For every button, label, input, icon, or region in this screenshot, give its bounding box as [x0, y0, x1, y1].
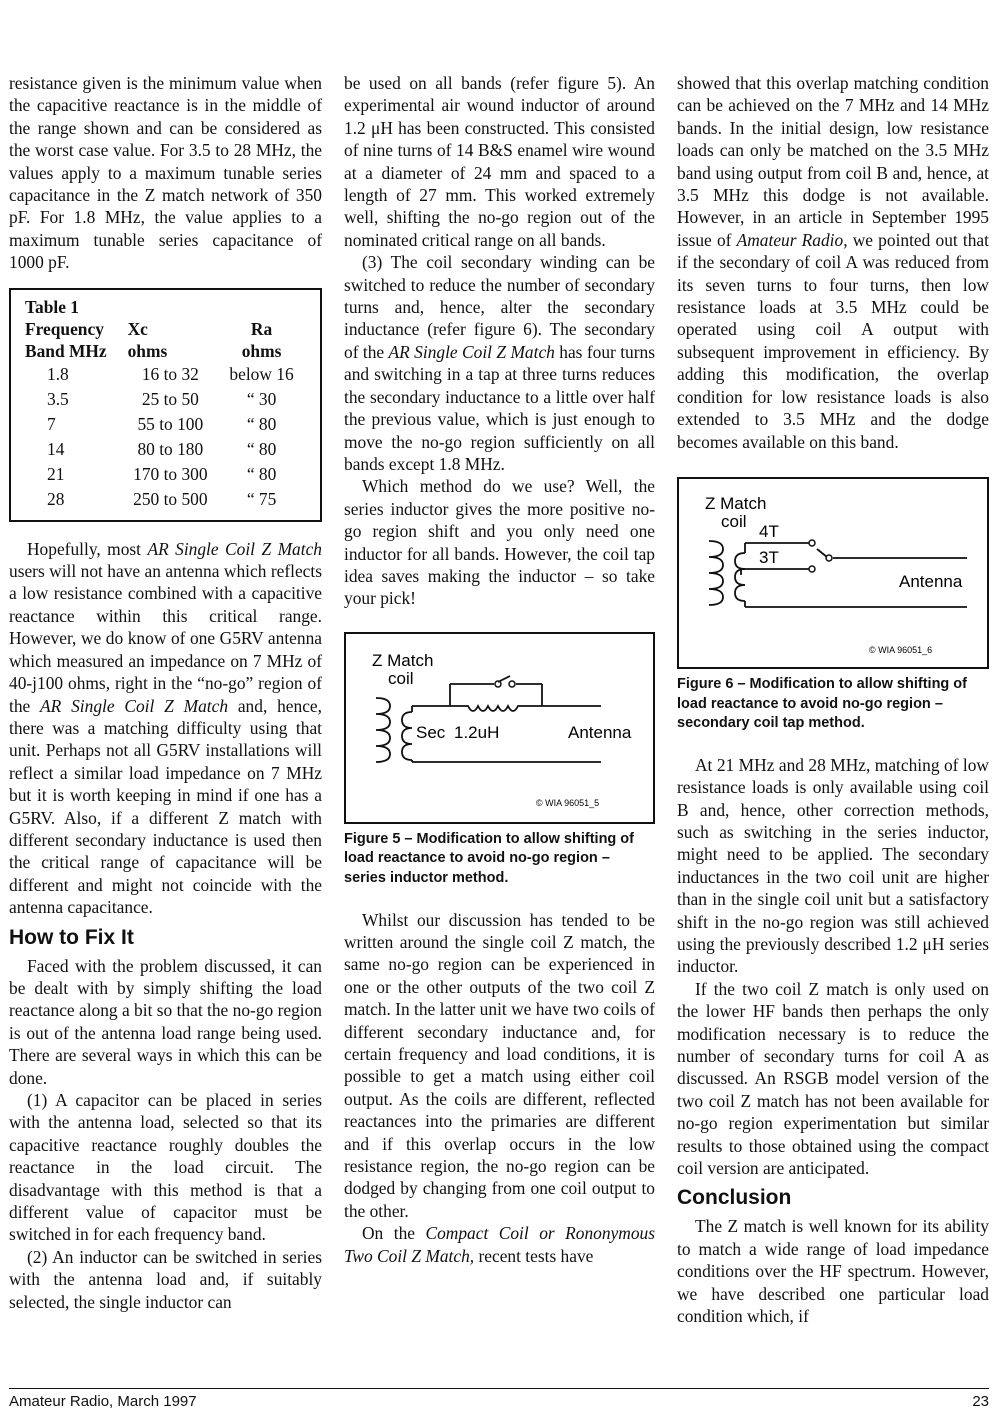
fig5-label-coil: coil — [388, 668, 414, 688]
column-2 — [344, 72, 655, 1267]
paragraph: (2) An inductor can be switched in series with the antenna load and, if suitably selected, the single inductor can — [9, 1246, 322, 1312]
switch-contact-icon — [809, 540, 815, 546]
table-1 — [9, 288, 322, 522]
table-cell: 21 — [47, 463, 65, 484]
primary-coil-icon — [376, 698, 390, 762]
table-cell: 14 — [47, 438, 65, 459]
paragraph: If the two coil Z match is only used on the lower HF bands then perhaps the only modification necessary is to reduce the number of secondary turns for coil A as discussed. An RSGB model version of the two coil Z match has not been available for no-go region experimentation but similar results to those obtained using the compact coil version are anticipated. — [677, 978, 989, 1178]
header-band-mhz: Band MHz — [25, 340, 107, 361]
fig5-label-antenna: Antenna — [568, 722, 632, 742]
fig5-credit: © WIA 96051_5 — [536, 797, 600, 808]
fig6-label-coil: coil — [721, 511, 747, 531]
figure-5 — [344, 632, 655, 824]
secondary-coil-icon — [735, 553, 745, 601]
paragraph: Faced with the problem discussed, it can be dealt with by simply shifting the load reactance along a bit so that the no-go region is out of the antenna load range being used. There are several ways in which this can be done. — [9, 955, 322, 1088]
table-cell: “ 75 — [246, 488, 277, 509]
series-inductor-icon — [450, 706, 542, 711]
primary-coil-icon — [709, 541, 723, 605]
header-xc: Xc — [127, 318, 148, 339]
table-row — [25, 412, 310, 437]
table-cell: 25 to 50 — [141, 388, 199, 409]
column-1 — [9, 72, 322, 1313]
table-cell: 250 to 500 — [133, 488, 208, 509]
table-cell: 80 to 180 — [137, 438, 204, 459]
table-cell: “ 80 — [246, 463, 277, 484]
table-row — [25, 462, 310, 487]
figure-6 — [677, 477, 989, 669]
paragraph: (1) A capacitor can be placed in series with the antenna load, selected so that its capacitive reactance roughly doubles the reactance in the load circuit. The disadvantage with this method is that a different value of capacitor must be switched in for each frequency band. — [9, 1090, 322, 1245]
table-cell: “ 80 — [246, 413, 277, 434]
page-footer — [9, 1388, 989, 1410]
figure-5-diagram — [346, 634, 653, 818]
fig6-label-4t: 4T — [759, 521, 779, 541]
table-cell: 7 — [47, 413, 56, 434]
table-title: Table 1 — [25, 296, 79, 317]
header-ra: Ra — [250, 318, 273, 339]
table-cell: “ 80 — [246, 438, 277, 459]
fig6-credit: © WIA 96051_6 — [869, 644, 933, 655]
fig6-label-3t: 3T — [759, 547, 779, 567]
switch-icon — [498, 676, 510, 682]
fig6-label-zmatch: Z Match — [705, 493, 767, 513]
figure-6-diagram — [679, 479, 987, 663]
switch-icon — [817, 549, 827, 557]
page-number: 23 — [972, 1393, 989, 1410]
paragraph: The Z match is well known for its ability to match a wide range of load impedance conditions over the HF spectrum. However, we have described one particular load condition which, if — [677, 1216, 989, 1327]
figure-6-caption: Figure 6 – Modification to allow shifting of load reactance to avoid no-go region – secondary coil tap method. — [677, 675, 967, 732]
header-xc-ohms: ohms — [127, 340, 168, 361]
fig5-label-sec: Sec — [416, 722, 446, 742]
paragraph: At 21 MHz and 28 MHz, matching of low resistance loads is only available using coil B and, hence, other correction methods, such as switching in the series inductor, might need to be applied. The secondary inductances in the two coil unit are higher than in the single coil unit but a satisfactory shift in the no-go region was still achieved using the previously described 1.2 μH series inductor. — [677, 754, 989, 977]
figure-5-caption: Figure 5 – Modification to allow shifting of load reactance to avoid no-go region – series inductor method. — [344, 830, 634, 886]
table-cell: 16 to 32 — [141, 363, 199, 384]
fig6-label-antenna: Antenna — [899, 571, 963, 591]
paragraph: be used on all bands (refer figure 5). An experimental air wound inductor of around 1.2 μH has been constructed. This consisted of nine turns of 14 B&S enamel wire wound at a diameter of 24 mm and spaced to a length of 27 mm. This worked extremely well, shifting the no-go region out of the nominated critical range on all bands. — [344, 73, 655, 250]
paragraph: On the Compact Coil or Rononymous Two Coil Z Match, recent tests have — [344, 1223, 655, 1266]
paragraph: (3) The coil secondary winding can be switched to reduce the number of secondary turns and, hence, alter the secondary inductance (refer figure 6). The secondary of the AR Single Coil Z Match has four turns and switching in a tap at three turns reduces the secondary inductance to a little over half the previous value, which is just enough to move the no-go region sufficiently on all bands except 1.8 MHz. — [344, 252, 655, 474]
table-cell: 28 — [47, 488, 65, 509]
paragraph: resistance given is the minimum value when the capacitive reactance is in the middle of the range shown and can be considered as the worst case value. For 3.5 to 28 MHz, the values apply to a maximum tunable series capacitance in the Z match network of 350 pF. For 1.8 MHz, the value applies to a maximum tunable series capacitance of 1000 pF. — [9, 73, 322, 273]
table-cell: 170 to 300 — [133, 463, 208, 484]
footer-publication: Amateur Radio, March 1997 — [9, 1393, 197, 1410]
paragraph: showed that this overlap matching condition can be achieved on the 7 MHz and 14 MHz bands. In the initial design, low resistance loads can only be matched on the 3.5 MHz band using output from coil B and, hence, at 3.5 MHz this dodge is not available. However, in an article in September 1995 issue of Amateur Radio, we pointed out that if the secondary of coil A was reduced from its seven turns to four turns, then low resistance loads at 3.5 MHz could be operated using coil A output with subsequent improvement in efficiency. By adding this modification, the overlap condition for low resistance loads is also extended to 3.5 MHz and the dodge becomes available on this band. — [677, 73, 989, 452]
table-row — [25, 487, 310, 512]
fig5-label-inductor: 1.2uH — [454, 722, 500, 742]
paragraph: Hopefully, most AR Single Coil Z Match users will not have an antenna which reflects a low resistance combined with a capacitive reactance within this critical range. However, we do know of one G5RV antenna which measured an impedance on 7 MHz of 40-j100 ohms, right in the “no-go” region of the AR Single Coil Z Match and, hence, there was a matching difficulty using that unit. Perhaps not all G5RV installations will reflect a similar load impedance on 7 MHz but it is worth keeping in mind if one has a G5RV. Also, if a different Z match with different secondary inductance is used then the critical range of capacitance will be different and might not coincide with the antenna capacitance. — [9, 538, 323, 918]
header-frequency: Frequency — [25, 318, 104, 339]
header-ra-ohms: ohms — [241, 340, 282, 361]
table-cell: 55 to 100 — [137, 413, 204, 434]
fig5-label-zmatch: Z Match — [372, 650, 434, 670]
table-cell: 1.8 — [47, 363, 69, 384]
table-row — [25, 387, 310, 412]
table-cell: below 16 — [229, 363, 294, 384]
secondary-coil-icon — [402, 712, 412, 760]
table-cell: 3.5 — [47, 388, 69, 409]
table-grid — [25, 318, 310, 512]
section-heading: Conclusion — [677, 1186, 792, 1210]
table-row — [25, 362, 310, 387]
paragraph: Whilst our discussion has tended to be written around the single coil Z match, the same no-go region can be experienced in one or the other outputs of the two coil Z match. In the latter unit we have two coils of different secondary inductance and, for certain frequency and load conditions, it is possible to get a match using either coil output. As the coils are different, reflected reactances into the primaries are different and if this overlap occurs in the low resistance region, the no-go region can be dodged by changing from one coil output to the other. — [344, 909, 656, 1221]
table-row — [25, 437, 310, 462]
column-3 — [677, 72, 989, 1327]
paragraph: Which method do we use? Well, the series inductor gives the more positive no-go region shift and you only need one inductor for all bands. However, the coil tap idea saves making the inductor – so take your pick! — [344, 476, 655, 609]
section-heading: How to Fix It — [9, 925, 134, 949]
table-cell: “ 30 — [246, 388, 277, 409]
